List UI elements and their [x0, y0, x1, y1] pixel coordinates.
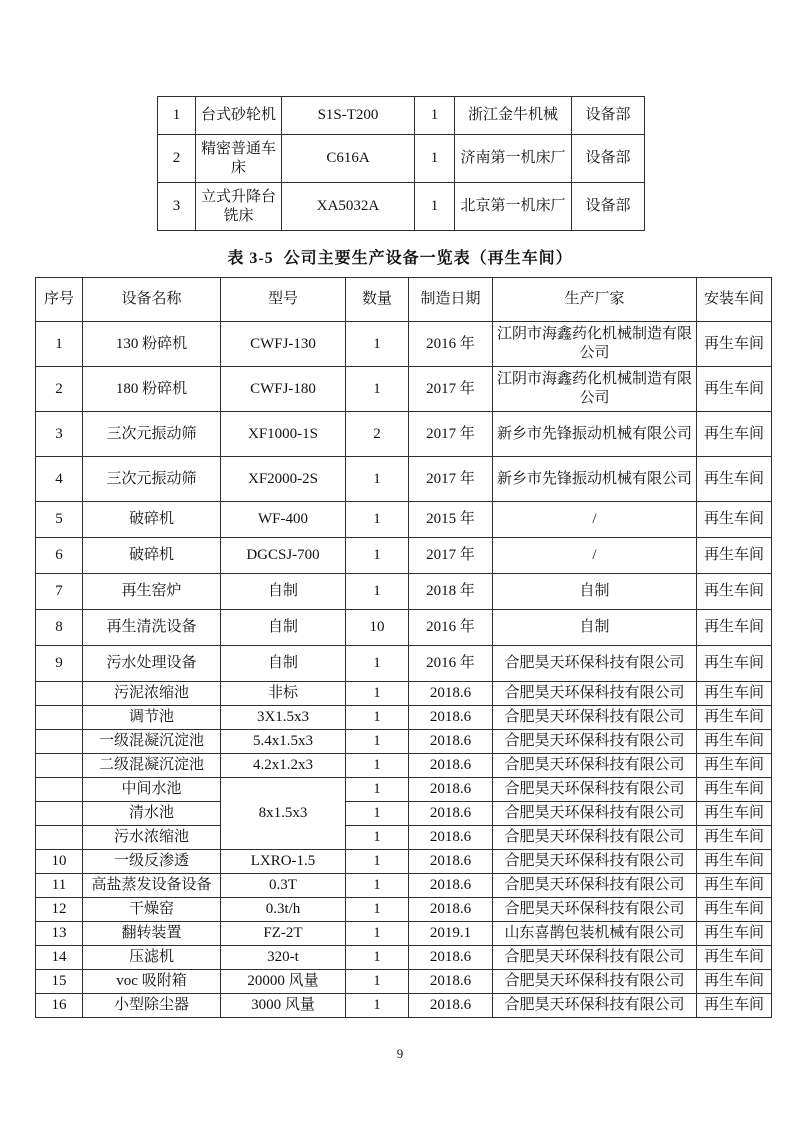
- table-row: [36, 898, 772, 922]
- table-cell: CWFJ-180: [221, 367, 346, 412]
- table-cell: 新乡市先锋振动机械有限公司: [493, 412, 697, 457]
- table-row: [36, 874, 772, 898]
- table-cell: 江阴市海鑫药化机械制造有限公司: [493, 367, 697, 412]
- table-cell: voc 吸附箱: [83, 970, 221, 994]
- table-cell: 5: [36, 502, 83, 538]
- table-cell: 再生车间: [697, 802, 772, 826]
- table-cell: 再生车间: [697, 457, 772, 502]
- table-cell: 压滤机: [83, 946, 221, 970]
- table-cell: 三次元振动筛: [83, 457, 221, 502]
- table-cell: 2018.6: [409, 730, 493, 754]
- table-row: [36, 970, 772, 994]
- table-cell: 11: [36, 874, 83, 898]
- table-cell: 合肥昊天环保科技有限公司: [493, 850, 697, 874]
- table-cell: 台式砂轮机: [196, 97, 282, 135]
- table-row: [36, 682, 772, 706]
- table-cell: 1: [346, 367, 409, 412]
- table-cell: 2017 年: [409, 538, 493, 574]
- table-cell: 三次元振动筛: [83, 412, 221, 457]
- table-cell: 翻转装置: [83, 922, 221, 946]
- table-cell: 合肥昊天环保科技有限公司: [493, 970, 697, 994]
- column-header: 安装车间: [697, 278, 772, 322]
- table-cell: 设备部: [572, 97, 645, 135]
- table-cell: 再生车间: [697, 994, 772, 1018]
- table-cell: 济南第一机床厂: [455, 135, 572, 183]
- table-cell: 1: [346, 850, 409, 874]
- table-cell: 山东喜鹊包装机械有限公司: [493, 922, 697, 946]
- table-cell: 一级混凝沉淀池: [83, 730, 221, 754]
- table-cell: 1: [346, 646, 409, 682]
- table-cell: 2018.6: [409, 850, 493, 874]
- column-header: 设备名称: [83, 278, 221, 322]
- table-cell: 一级反渗透: [83, 850, 221, 874]
- table-cell: 2018.6: [409, 802, 493, 826]
- table-row: [36, 646, 772, 682]
- table-cell: 2018.6: [409, 994, 493, 1018]
- table-cell: 2017 年: [409, 412, 493, 457]
- table-cell: DGCSJ-700: [221, 538, 346, 574]
- table-cell: 1: [346, 826, 409, 850]
- table-cell: 再生车间: [697, 367, 772, 412]
- table-cell: 再生车间: [697, 874, 772, 898]
- table-cell: 破碎机: [83, 502, 221, 538]
- table-row: [36, 412, 772, 457]
- column-header: 序号: [36, 278, 83, 322]
- table-cell: 1: [346, 730, 409, 754]
- table-row: [158, 135, 645, 183]
- table-cell: 合肥昊天环保科技有限公司: [493, 802, 697, 826]
- table-cell: XF2000-2S: [221, 457, 346, 502]
- table-cell: 新乡市先锋振动机械有限公司: [493, 457, 697, 502]
- table-row: [158, 183, 645, 231]
- table-cell: 1: [415, 183, 455, 231]
- table-row: [36, 367, 772, 412]
- regen-equipment-table: [35, 277, 772, 1018]
- table-cell: 北京第一机床厂: [455, 183, 572, 231]
- table-row: [36, 706, 772, 730]
- column-header: 生产厂家: [493, 278, 697, 322]
- table-cell: 2018 年: [409, 574, 493, 610]
- table-cell: 1: [346, 538, 409, 574]
- table-cell: 2018.6: [409, 946, 493, 970]
- table-cell: 1: [346, 802, 409, 826]
- table-cell: 设备部: [572, 135, 645, 183]
- dept-equipment-table: [157, 96, 645, 231]
- table-cell: 10: [36, 850, 83, 874]
- table-cell: 2017 年: [409, 367, 493, 412]
- page-number: 9: [396, 1046, 404, 1061]
- table-row: [36, 946, 772, 970]
- table-cell: 1: [346, 502, 409, 538]
- table-cell: [36, 778, 83, 802]
- table-cell: 合肥昊天环保科技有限公司: [493, 706, 697, 730]
- table-cell: 再生车间: [697, 322, 772, 367]
- table-cell: 再生清洗设备: [83, 610, 221, 646]
- table-row: [36, 922, 772, 946]
- table-cell: 精密普通车床: [196, 135, 282, 183]
- table-cell: 合肥昊天环保科技有限公司: [493, 754, 697, 778]
- table-cell: 2019.1: [409, 922, 493, 946]
- column-header: 制造日期: [409, 278, 493, 322]
- table-cell: 再生车间: [697, 706, 772, 730]
- table-cell: 20000 风量: [221, 970, 346, 994]
- table-row: [36, 754, 772, 778]
- table-cell: 2018.6: [409, 826, 493, 850]
- table-cell: 3: [36, 412, 83, 457]
- table-row: [36, 802, 772, 826]
- table-cell: [36, 706, 83, 730]
- table-caption: 表 3-5 公司主要生产设备一览表（再生车间）: [227, 250, 573, 267]
- table-row: [36, 730, 772, 754]
- table-cell: 非标: [221, 682, 346, 706]
- table-cell: 7: [36, 574, 83, 610]
- table-cell: 1: [415, 135, 455, 183]
- table-cell: 二级混凝沉淀池: [83, 754, 221, 778]
- table-cell: 1: [346, 778, 409, 802]
- table-cell: S1S-T200: [282, 97, 415, 135]
- table-cell: 1: [36, 322, 83, 367]
- table-cell: 1: [346, 970, 409, 994]
- table-cell: 再生车间: [697, 610, 772, 646]
- table-cell: 4: [36, 457, 83, 502]
- table-cell: 自制: [493, 610, 697, 646]
- table-cell: 再生车间: [697, 646, 772, 682]
- table-cell: 2: [36, 367, 83, 412]
- table-cell: 调节池: [83, 706, 221, 730]
- table-cell: WF-400: [221, 502, 346, 538]
- table-cell: 再生车间: [697, 778, 772, 802]
- table-cell: 1: [346, 574, 409, 610]
- table-cell: 再生车间: [697, 946, 772, 970]
- table-cell: 1: [346, 922, 409, 946]
- table-cell: [36, 802, 83, 826]
- table-cell: 污泥浓缩池: [83, 682, 221, 706]
- table-cell: 设备部: [572, 183, 645, 231]
- table-cell: C616A: [282, 135, 415, 183]
- table-cell: 12: [36, 898, 83, 922]
- table-cell: CWFJ-130: [221, 322, 346, 367]
- table-cell: 合肥昊天环保科技有限公司: [493, 826, 697, 850]
- table-cell: 8x1.5x3: [221, 778, 346, 850]
- table-cell: /: [493, 538, 697, 574]
- table-cell: 1: [346, 874, 409, 898]
- table-cell: 合肥昊天环保科技有限公司: [493, 646, 697, 682]
- table-cell: 6: [36, 538, 83, 574]
- table-cell: 10: [346, 610, 409, 646]
- table-cell: [36, 826, 83, 850]
- table-row: [36, 322, 772, 367]
- table-cell: 再生车间: [697, 538, 772, 574]
- table-cell: 15: [36, 970, 83, 994]
- table-cell: 浙江金牛机械: [455, 97, 572, 135]
- table-cell: [36, 682, 83, 706]
- table-cell: 1: [346, 682, 409, 706]
- table-row: [36, 457, 772, 502]
- table-cell: 合肥昊天环保科技有限公司: [493, 778, 697, 802]
- table-cell: 1: [346, 898, 409, 922]
- table-cell: 320-t: [221, 946, 346, 970]
- table-cell: 中间水池: [83, 778, 221, 802]
- table-row: [158, 97, 645, 135]
- table-cell: 再生车间: [697, 970, 772, 994]
- table-row: [36, 778, 772, 802]
- table-cell: 污水处理设备: [83, 646, 221, 682]
- table-cell: 0.3T: [221, 874, 346, 898]
- table-cell: 自制: [493, 574, 697, 610]
- table-cell: 小型除尘器: [83, 994, 221, 1018]
- column-header: 型号: [221, 278, 346, 322]
- table-cell: 9: [36, 646, 83, 682]
- table-cell: 2018.6: [409, 754, 493, 778]
- table-cell: 再生车间: [697, 412, 772, 457]
- table-cell: 2015 年: [409, 502, 493, 538]
- table-cell: 3X1.5x3: [221, 706, 346, 730]
- table-cell: 自制: [221, 574, 346, 610]
- table-cell: 16: [36, 994, 83, 1018]
- table-cell: 2: [346, 412, 409, 457]
- table-cell: 合肥昊天环保科技有限公司: [493, 898, 697, 922]
- table-cell: 130 粉碎机: [83, 322, 221, 367]
- table-cell: 再生车间: [697, 850, 772, 874]
- table-cell: 4.2x1.2x3: [221, 754, 346, 778]
- table-cell: 清水池: [83, 802, 221, 826]
- table-cell: 3: [158, 183, 196, 231]
- table-cell: 1: [346, 946, 409, 970]
- table-cell: 破碎机: [83, 538, 221, 574]
- table-cell: 合肥昊天环保科技有限公司: [493, 682, 697, 706]
- table-cell: 2018.6: [409, 898, 493, 922]
- table-cell: 再生车间: [697, 730, 772, 754]
- table-cell: 再生车间: [697, 502, 772, 538]
- table-cell: 180 粉碎机: [83, 367, 221, 412]
- table-cell: 高盐蒸发设备设备: [83, 874, 221, 898]
- table-cell: 5.4x1.5x3: [221, 730, 346, 754]
- table-cell: 再生车间: [697, 682, 772, 706]
- table-cell: 再生车间: [697, 922, 772, 946]
- table-cell: XF1000-1S: [221, 412, 346, 457]
- table-cell: 14: [36, 946, 83, 970]
- table-cell: 江阴市海鑫药化机械制造有限公司: [493, 322, 697, 367]
- table-cell: 污水浓缩池: [83, 826, 221, 850]
- table-cell: 0.3t/h: [221, 898, 346, 922]
- table-row: [36, 826, 772, 850]
- dept-equipment-table-body: [158, 97, 645, 231]
- table-cell: 再生车间: [697, 898, 772, 922]
- table-cell: /: [493, 502, 697, 538]
- table-row: [36, 538, 772, 574]
- column-header: 数量: [346, 278, 409, 322]
- table-cell: 2018.6: [409, 706, 493, 730]
- table-cell: 2018.6: [409, 874, 493, 898]
- table-cell: 立式升降台铣床: [196, 183, 282, 231]
- table-cell: 再生车间: [697, 574, 772, 610]
- table-cell: 2016 年: [409, 322, 493, 367]
- table-cell: XA5032A: [282, 183, 415, 231]
- table-cell: 1: [346, 457, 409, 502]
- table-cell: 合肥昊天环保科技有限公司: [493, 946, 697, 970]
- table-cell: 再生车间: [697, 826, 772, 850]
- table-cell: 2018.6: [409, 778, 493, 802]
- regen-equipment-table-body: [36, 322, 772, 1018]
- table-cell: 1: [346, 322, 409, 367]
- table-cell: 2: [158, 135, 196, 183]
- table-cell: 1: [158, 97, 196, 135]
- table-row: [36, 850, 772, 874]
- table-cell: 8: [36, 610, 83, 646]
- table-cell: 再生车间: [697, 754, 772, 778]
- table-cell: 1: [346, 706, 409, 730]
- table-cell: 2016 年: [409, 646, 493, 682]
- table-cell: 2017 年: [409, 457, 493, 502]
- table-cell: 自制: [221, 646, 346, 682]
- regen-table-header-row: [36, 278, 772, 322]
- table-row: [36, 994, 772, 1018]
- table-cell: FZ-2T: [221, 922, 346, 946]
- table-cell: [36, 730, 83, 754]
- table-cell: 3000 风量: [221, 994, 346, 1018]
- table-cell: 13: [36, 922, 83, 946]
- table-cell: [36, 754, 83, 778]
- table-cell: 2016 年: [409, 610, 493, 646]
- table-cell: 1: [415, 97, 455, 135]
- table-cell: 1: [346, 994, 409, 1018]
- table-cell: 干燥窑: [83, 898, 221, 922]
- table-row: [36, 574, 772, 610]
- table-row: [36, 502, 772, 538]
- table-cell: 再生窑炉: [83, 574, 221, 610]
- table-cell: 合肥昊天环保科技有限公司: [493, 874, 697, 898]
- table-row: [36, 610, 772, 646]
- table-cell: 1: [346, 754, 409, 778]
- table-cell: LXRO-1.5: [221, 850, 346, 874]
- table-cell: 2018.6: [409, 682, 493, 706]
- table-cell: 自制: [221, 610, 346, 646]
- table-cell: 合肥昊天环保科技有限公司: [493, 994, 697, 1018]
- table-cell: 2018.6: [409, 970, 493, 994]
- table-cell: 合肥昊天环保科技有限公司: [493, 730, 697, 754]
